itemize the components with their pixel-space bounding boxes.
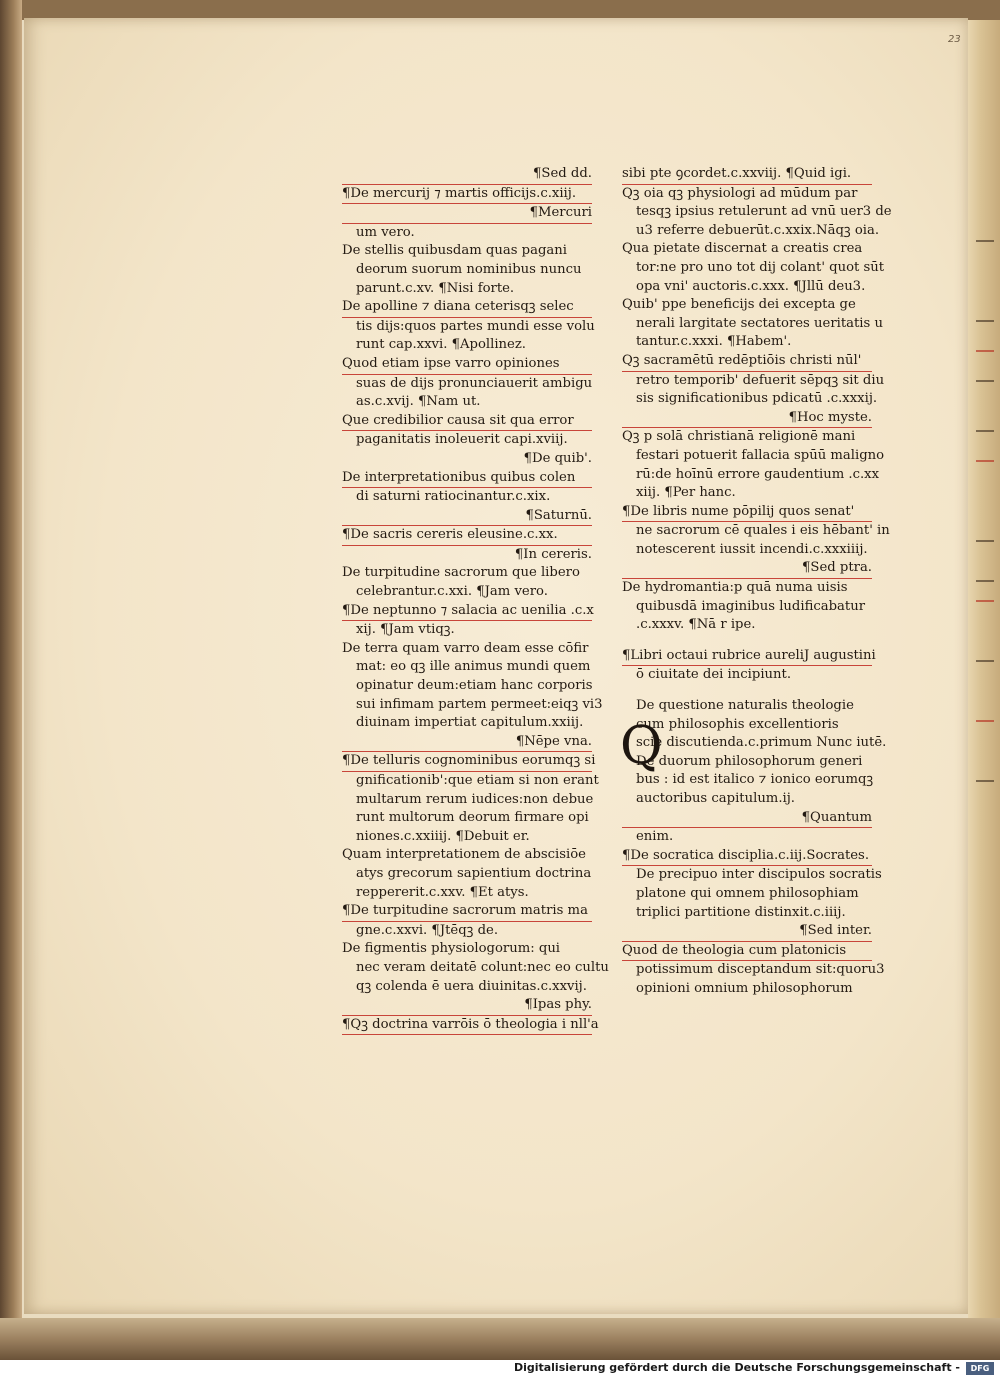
text-line: u3 referre debuerūt.c.xxix.Nāqꝫ oia.	[636, 222, 880, 238]
text-line: De turpitudine sacrorum que libero	[342, 565, 580, 581]
text-line: De duorum philosophorum generi	[636, 753, 863, 769]
text-line: ¶Saturnū.	[342, 507, 592, 527]
text-line: opa vni' auctoris.c.xxx. ¶Jllū deu3.	[636, 278, 866, 294]
text-line: Quib' ppe beneficijs dei excepta ge	[622, 297, 856, 313]
text-line: tesqꝫ ipsius retulerunt ad vnū uer3 de	[636, 204, 892, 220]
text-line: tantur.c.xxxi. ¶Habem'.	[636, 334, 792, 350]
text-line: gnificationib':que etiam si non erant	[356, 773, 599, 788]
folio-number: 23	[948, 34, 961, 45]
text-line: De precipuo inter discipulos socratis	[636, 867, 882, 883]
footer-credit: Digitalisierung gefördert durch die Deutsche Forschungsgemeinschaft -	[513, 1361, 960, 1374]
text-line: xij. ¶Jam vtiqꝫ.	[356, 622, 455, 638]
footer-bar	[0, 1360, 1000, 1377]
text-line: potissimum disceptandum sit:quoru3	[636, 962, 885, 978]
text-line: ¶Mercuri	[342, 204, 592, 224]
text-line: sibi pte ꝯcordet.c.xxviij. ¶Quid igi.	[622, 165, 872, 185]
text-line: tis dijs:quos partes mundi esse volu	[356, 318, 595, 334]
text-line: niones.c.xxiiij. ¶Debuit er.	[356, 828, 530, 844]
text-line: gne.c.xxvi. ¶Jtēqꝫ de.	[356, 922, 499, 938]
text-line: ō ciuitate dei incipiunt.	[636, 667, 792, 683]
text-line: triplici partitione distinxit.c.iiij.	[636, 904, 846, 920]
text-line: platone qui omnem philosophiam	[636, 885, 859, 901]
text-line: ¶De neptunno ⁊ salacia ac uenilia .c.x	[342, 602, 592, 622]
text-line: ¶Nēpe vna.	[342, 733, 592, 753]
text-line: paganitatis inoleuerit capi.xviij.	[356, 432, 568, 448]
binding-bottom	[0, 1318, 1000, 1360]
text-line: De questione naturalis theologie	[636, 698, 854, 714]
text-line: ¶Sed ptra.	[622, 559, 872, 579]
dfg-logo: DFG	[966, 1362, 994, 1375]
text-line: ¶Sed inter.	[622, 922, 872, 942]
facing-page-edge	[968, 20, 1000, 1318]
text-line: quibusdā imaginibus ludificabatur	[636, 598, 866, 614]
text-line: um vero.	[356, 224, 415, 240]
text-line: as.c.xvij. ¶Nam ut.	[356, 394, 481, 410]
text-line: opinatur deum:etiam hanc corporis	[356, 678, 593, 694]
text-line: enim.	[636, 829, 674, 845]
text-line: rū:de hoīnū errore gaudentium .c.xx	[636, 466, 880, 482]
text-line: opinioni omnium philosophorum	[636, 980, 853, 996]
text-line: sis significationibus pdicatū .c.xxxij.	[636, 391, 878, 407]
text-line: De terra quam varro deam esse cōfir	[342, 640, 589, 656]
text-line: ¶Quantum	[622, 809, 872, 829]
text-line: Quam interpretationem de abscisiōe	[342, 847, 586, 863]
text-line: qꝫ colenda ē uera diuinitas.c.xxvij.	[356, 978, 587, 994]
text-line: ¶Libri octaui rubrice aureliJ augustini	[622, 647, 872, 667]
text-line: Qꝫ sacramētū redēptiōis christi nūl'	[622, 352, 872, 372]
decorated-initial: Q	[620, 716, 663, 776]
text-line: nerali largitate sectatores ueritatis u	[636, 315, 883, 331]
text-line: ¶De sacris cereris eleusine.c.xx.	[342, 526, 592, 546]
text-line: suas de dijs pronunciauerit ambigu	[356, 375, 593, 391]
text-line: ¶De libris nume pōpilij quos senat'	[622, 503, 872, 523]
text-line: bus : id est italico ⁊ ionico eorumqꝫ	[636, 772, 874, 788]
text-line: tor:ne pro uno tot dij colant' quot sūt	[636, 259, 885, 275]
text-line: ne sacrorum cē quales i eis hēbant' in	[636, 523, 890, 539]
text-line: ¶In cereris.	[514, 546, 592, 562]
text-line: deorum suorum nominibus nuncu	[356, 261, 582, 277]
left-text-column	[342, 165, 609, 1035]
text-line: cum philosophis excellentioris	[636, 716, 839, 732]
text-line: reppererit.c.xxv. ¶Et atys.	[356, 884, 529, 900]
text-line: festari potuerit fallacia spūū maligno	[636, 447, 885, 463]
text-line	[622, 635, 872, 647]
text-line: runt multorum deorum firmare opi	[356, 810, 589, 826]
text-line: Que credibilior causa sit qua error	[342, 412, 592, 432]
text-line: ¶De quib'.	[523, 450, 592, 466]
text-line: notescerent iussit incendi.c.xxxiiij.	[636, 541, 868, 557]
text-line: ¶Ipas phy.	[342, 996, 592, 1016]
text-line: mat: eo qꝫ ille animus mundi quem	[356, 659, 591, 675]
text-line: De figmentis physiologorum: qui	[342, 941, 561, 957]
text-line: nec veram deitatē colunt:nec eo cultu	[356, 959, 609, 975]
text-line: diuinam impertiat capitulum.xxiij.	[356, 715, 584, 731]
text-line: De interpretationibus quibus colen	[342, 469, 592, 489]
text-line: De hydromantia:p quā numa uisis	[622, 580, 848, 596]
text-line: ¶De socratica disciplia.c.iij.Socrates.	[622, 847, 872, 867]
text-line: retro temporib' defuerit sēpqꝫ sit diu	[636, 372, 885, 388]
text-line: scie discutienda.c.primum Nunc iutē.	[636, 735, 887, 751]
text-line: ¶De mercurij ⁊ martis officijs.c.xiij.	[342, 185, 592, 205]
text-line: atys grecorum sapientium doctrina	[356, 865, 592, 881]
text-line: multarum rerum iudices:non debue	[356, 791, 594, 807]
text-line	[622, 685, 872, 697]
text-line: De stellis quibusdam quas pagani	[342, 243, 567, 259]
text-line: sui infimam partem permeet:eiqꝫ vi3	[356, 696, 603, 712]
text-line: ¶De telluris cognominibus eorumqꝫ si	[342, 752, 592, 772]
text-line: ¶Hoc myste.	[622, 409, 872, 429]
binding-left	[0, 0, 22, 1360]
text-line: Quod etiam ipse varro opiniones	[342, 355, 592, 375]
text-line: di saturni ratiocinantur.c.xix.	[356, 489, 551, 505]
text-line: xiij. ¶Per hanc.	[636, 485, 736, 501]
text-line: Qua pietate discernat a creatis crea	[622, 241, 863, 257]
text-line: runt cap.xxvi. ¶Apollinez.	[356, 337, 526, 353]
text-line: Quod de theologia cum platonicis	[622, 942, 872, 962]
text-line: De apolline ⁊ diana ceterisqꝫ selec	[342, 298, 592, 318]
text-line: auctoribus capitulum.ij.	[636, 791, 796, 806]
text-line: ¶Qꝫ doctrina varrōis ō theologia i nll'a	[342, 1016, 592, 1036]
text-line: ¶Sed dd.	[342, 165, 592, 185]
text-line: .c.xxxv. ¶Nā r ipe.	[636, 617, 756, 633]
text-line: Qꝫ p solā christianā religionē mani	[622, 429, 856, 445]
right-text-column	[622, 165, 892, 999]
text-line: celebrantur.c.xxi. ¶Jam vero.	[356, 584, 548, 600]
text-line: ¶De turpitudine sacrorum matris ma	[342, 902, 592, 922]
text-line: parunt.c.xv. ¶Nisi forte.	[356, 280, 515, 296]
text-line: Qꝫ oia qꝫ physiologi ad mūdum par	[622, 185, 858, 201]
